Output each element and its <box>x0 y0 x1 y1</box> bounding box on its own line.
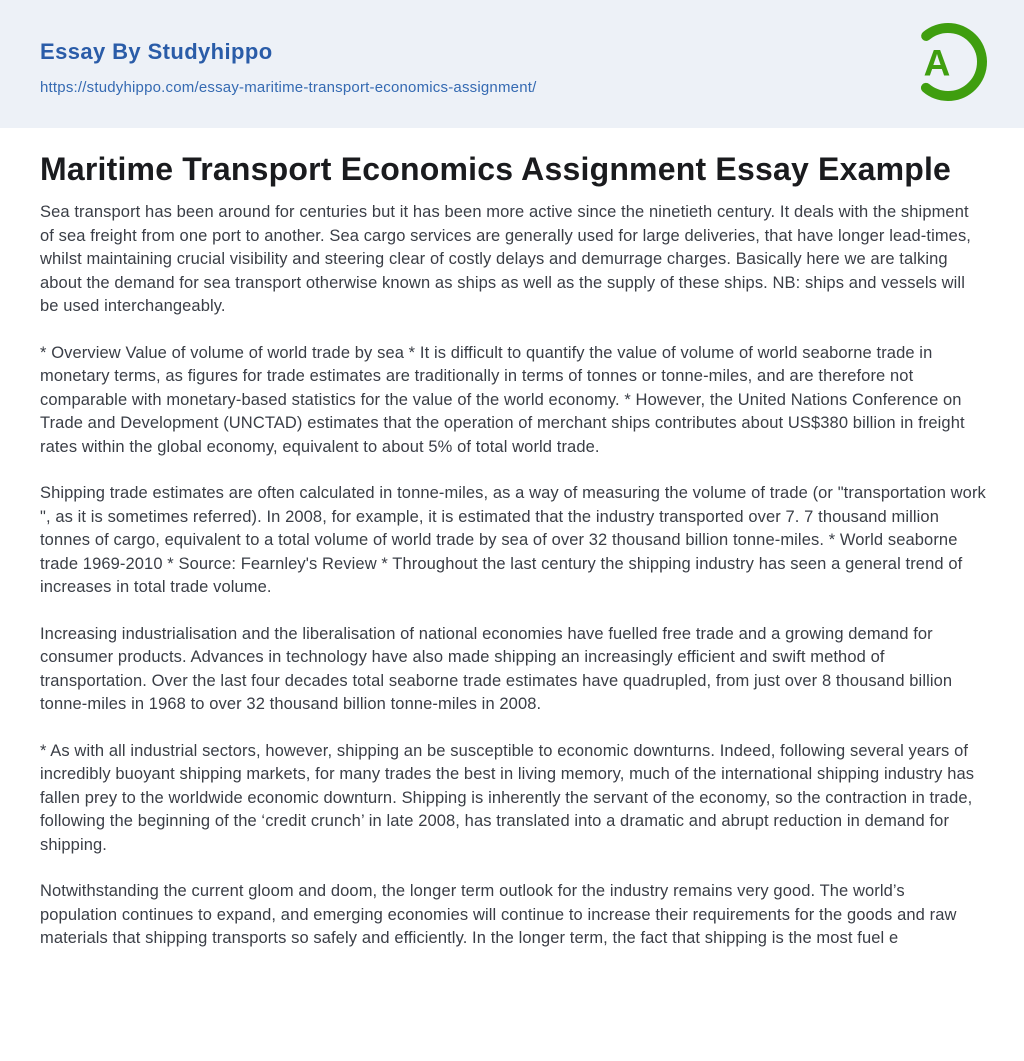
logo-letter-a: A <box>923 42 951 83</box>
page-header <box>0 0 1024 128</box>
essay-paragraph-1: Sea transport has been around for centuries but it has been more active since the ninetieth century. It deals with the shipment of sea freight from one port to another. Sea cargo services are generally used for large deliveries, that have longer lead-times, whilst maintaining crucial visibility and steering clear of costly delays and demurrage charges. Basically here we are talking about the demand for sea transport otherwise known as ships as well as the supply of these ships. NB: ships and vessels will be used interchangeably. <box>40 203 971 315</box>
essay-paragraph-4: Increasing industrialisation and the liberalisation of national economies have fuelled free trade and a growing demand for consumer products. Advances in technology have also made shipping an increasingly efficient and swift method of transportation. Over the last four decades total seaborne trade estimates have quadrupled, from just over 8 thousand billion tonne-miles in 1968 to over 32 thousand billion tonne-miles in 2008. <box>40 624 953 713</box>
essay-paragraph-5: * As with all industrial sectors, however, shipping an be susceptible to economic downturns. Indeed, following several years of incredibly buoyant shipping markets, for many trades the best in living memory, much of the international shipping industry has fallen prey to the worldwide economic downturn. Shipping is inherently the servant of the economy, so the contraction in trade, following the beginning of the ‘credit crunch’ in late 2008, has translated into a dramatic and abrupt reduction in demand for shipping. <box>40 741 975 854</box>
site-title: Essay By Studyhippo <box>40 38 273 64</box>
source-url-link[interactable]: https://studyhippo.com/essay-maritime-transport-economics-assignment/ <box>40 78 537 96</box>
studyhippo-logo <box>906 20 990 109</box>
essay-paragraph-2: * Overview Value of volume of world trade by sea * It is difficult to quantify the value of volume of world seaborne trade in monetary terms, as figures for trade estimates are traditionally in terms of tonnes or tonne-miles, and are therefore not comparable with monetary-based statistics for the value of the world economy. * However, the United Nations Conference on Trade and Development (UNCTAD) estimates that the operation of merchant ships contributes about US$380 billion in freight rates within the global economy, equivalent to about 5% of total world trade. <box>40 343 965 456</box>
essay-paragraph-6: Notwithstanding the current gloom and doom, the longer term outlook for the industry remains very good. The world’s population continues to expand, and emerging economies will continue to increase their requirements for the goods and raw materials that shipping transports so safely and efficiently. In the longer term, the fact that shipping is the most fuel e <box>40 882 957 947</box>
essay-paragraph-3: Shipping trade estimates are often calculated in tonne-miles, as a way of measuring the volume of trade (or "transportation work ", as it is sometimes referred). In 2008, for example, it is estimated that the industry transported over 7. 7 thousand million tonnes of cargo, equivalent to a total volume of world trade by sea of over 32 thousand billion tonne-miles. * World seaborne trade 1969-2010 * Source: Fearnley's Review * Throughout the last century the shipping industry has seen a general trend of increases in total trade volume. <box>40 484 986 596</box>
header-text-block <box>40 33 536 96</box>
essay-article <box>0 128 1024 951</box>
essay-title: Maritime Transport Economics Assignment Essay Example <box>40 151 952 187</box>
